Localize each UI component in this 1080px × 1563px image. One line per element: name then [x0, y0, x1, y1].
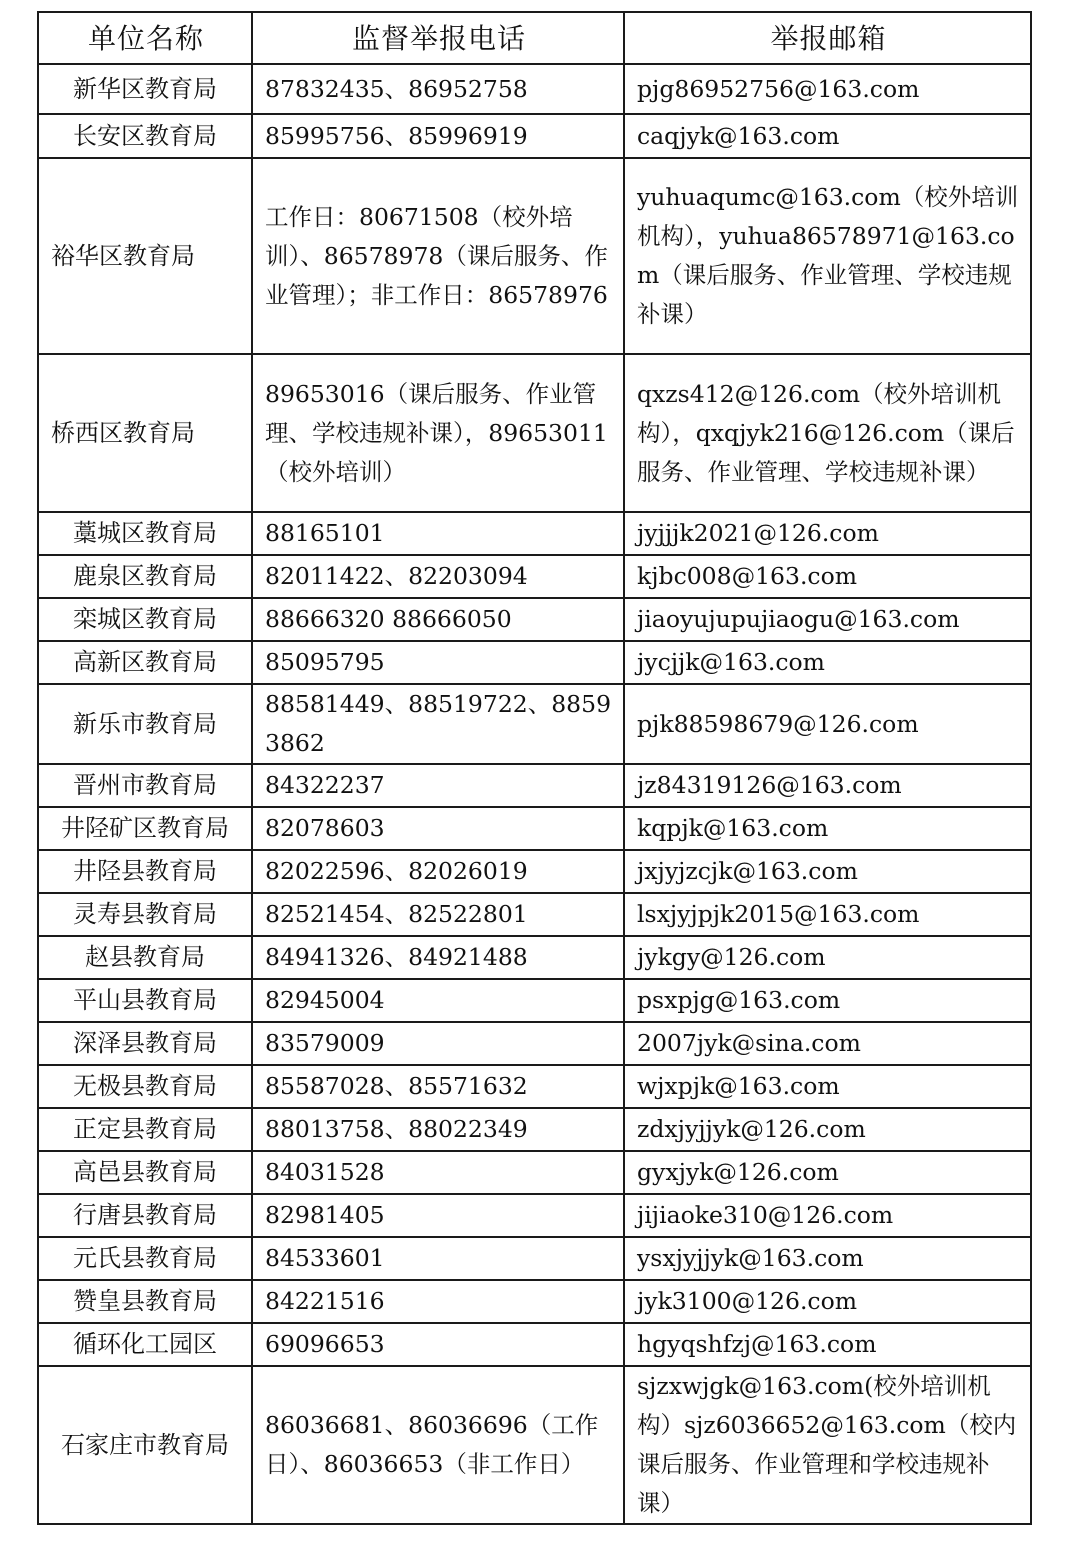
table-row	[38, 1280, 1031, 1323]
unit-cell: 赞皇县教育局	[38, 1280, 252, 1323]
phone-cell: 84322237	[252, 764, 624, 807]
unit-cell: 鹿泉区教育局	[38, 555, 252, 598]
table-row	[38, 555, 1031, 598]
unit-cell: 晋州市教育局	[38, 764, 252, 807]
unit-cell: 正定县教育局	[38, 1108, 252, 1151]
table-row	[38, 764, 1031, 807]
unit-cell: 井陉县教育局	[38, 850, 252, 893]
table-row	[38, 114, 1031, 158]
email-cell: 2007jyk@sina.com	[624, 1022, 1031, 1065]
table-row	[38, 64, 1031, 114]
header-email: 举报邮箱	[624, 12, 1031, 64]
phone-cell: 84941326、84921488	[252, 936, 624, 979]
phone-cell: 83579009	[252, 1022, 624, 1065]
unit-cell: 平山县教育局	[38, 979, 252, 1022]
email-cell: pjk88598679@126.com	[624, 684, 1031, 764]
unit-cell: 石家庄市教育局	[38, 1366, 252, 1524]
email-cell: jxjyjzcjk@163.com	[624, 850, 1031, 893]
phone-cell: 88666320 88666050	[252, 598, 624, 641]
phone-cell: 82011422、82203094	[252, 555, 624, 598]
phone-cell: 89653016（课后服务、作业管理、学校违规补课），89653011（校外培训）	[252, 354, 624, 512]
table-row	[38, 641, 1031, 684]
phone-cell: 84031528	[252, 1151, 624, 1194]
table-row	[38, 158, 1031, 354]
unit-cell: 高邑县教育局	[38, 1151, 252, 1194]
unit-cell: 赵县教育局	[38, 936, 252, 979]
phone-cell: 82078603	[252, 807, 624, 850]
email-cell: jijiaoke310@126.com	[624, 1194, 1031, 1237]
email-cell: caqjyk@163.com	[624, 114, 1031, 158]
table-row	[38, 684, 1031, 764]
header-unit: 单位名称	[38, 12, 252, 64]
phone-cell: 86036681、86036696（工作日）、86036653（非工作日）	[252, 1366, 624, 1524]
email-cell: jiaoyujupujiaogu@163.com	[624, 598, 1031, 641]
email-cell: hgyqshfzj@163.com	[624, 1323, 1031, 1366]
unit-cell: 循环化工园区	[38, 1323, 252, 1366]
email-cell: lsxjyjpjk2015@163.com	[624, 893, 1031, 936]
phone-cell: 82981405	[252, 1194, 624, 1237]
phone-cell: 82945004	[252, 979, 624, 1022]
table-row	[38, 1194, 1031, 1237]
table-row	[38, 979, 1031, 1022]
table-row	[38, 1022, 1031, 1065]
contacts-table	[37, 11, 1032, 1525]
email-cell: pjg86952756@163.com	[624, 64, 1031, 114]
table-row	[38, 512, 1031, 555]
unit-cell: 元氏县教育局	[38, 1237, 252, 1280]
email-cell: qxzs412@126.com（校外培训机构），qxqjyk216@126.com（课后服务、作业管理、学校违规补课）	[624, 354, 1031, 512]
phone-cell: 88581449、88519722、88593862	[252, 684, 624, 764]
unit-cell: 裕华区教育局	[38, 158, 252, 354]
phone-cell: 85095795	[252, 641, 624, 684]
email-cell: kjbc008@163.com	[624, 555, 1031, 598]
phone-cell: 87832435、86952758	[252, 64, 624, 114]
email-cell: jykgy@126.com	[624, 936, 1031, 979]
email-cell: wjxpjk@163.com	[624, 1065, 1031, 1108]
email-cell: zdxjyjjyk@126.com	[624, 1108, 1031, 1151]
phone-cell: 工作日：80671508（校外培训）、86578978（课后服务、作业管理）；非工作日：86578976	[252, 158, 624, 354]
phone-cell: 69096653	[252, 1323, 624, 1366]
email-cell: jycjjk@163.com	[624, 641, 1031, 684]
table-row	[38, 850, 1031, 893]
phone-cell: 88165101	[252, 512, 624, 555]
unit-cell: 长安区教育局	[38, 114, 252, 158]
phone-cell: 88013758、88022349	[252, 1108, 624, 1151]
phone-cell: 84533601	[252, 1237, 624, 1280]
table-row	[38, 1108, 1031, 1151]
phone-cell: 84221516	[252, 1280, 624, 1323]
email-cell: kqpjk@163.com	[624, 807, 1031, 850]
unit-cell: 深泽县教育局	[38, 1022, 252, 1065]
unit-cell: 桥西区教育局	[38, 354, 252, 512]
unit-cell: 藁城区教育局	[38, 512, 252, 555]
email-cell: psxpjg@163.com	[624, 979, 1031, 1022]
email-cell: gyxjyk@126.com	[624, 1151, 1031, 1194]
unit-cell: 井陉矿区教育局	[38, 807, 252, 850]
table-row	[38, 807, 1031, 850]
email-cell: jyjjjk2021@126.com	[624, 512, 1031, 555]
unit-cell: 高新区教育局	[38, 641, 252, 684]
unit-cell: 行唐县教育局	[38, 1194, 252, 1237]
table-row	[38, 1065, 1031, 1108]
header-phone: 监督举报电话	[252, 12, 624, 64]
table-row	[38, 1366, 1031, 1524]
email-cell: jyk3100@126.com	[624, 1280, 1031, 1323]
phone-cell: 82521454、82522801	[252, 893, 624, 936]
unit-cell: 新华区教育局	[38, 64, 252, 114]
unit-cell: 无极县教育局	[38, 1065, 252, 1108]
email-cell: jz84319126@163.com	[624, 764, 1031, 807]
table-row	[38, 598, 1031, 641]
phone-cell: 82022596、82026019	[252, 850, 624, 893]
phone-cell: 85587028、85571632	[252, 1065, 624, 1108]
email-cell: ysxjyjjyk@163.com	[624, 1237, 1031, 1280]
table-row	[38, 1237, 1031, 1280]
unit-cell: 灵寿县教育局	[38, 893, 252, 936]
table-row	[38, 1151, 1031, 1194]
phone-cell: 85995756、85996919	[252, 114, 624, 158]
table-row	[38, 936, 1031, 979]
header-row	[38, 12, 1031, 64]
table-row	[38, 1323, 1031, 1366]
unit-cell: 新乐市教育局	[38, 684, 252, 764]
table-row	[38, 354, 1031, 512]
table-row	[38, 893, 1031, 936]
email-cell: yuhuaqumc@163.com（校外培训机构），yuhua86578971@163.com（课后服务、作业管理、学校违规补课）	[624, 158, 1031, 354]
unit-cell: 栾城区教育局	[38, 598, 252, 641]
email-cell: sjzxwjgk@163.com(校外培训机构）sjz6036652@163.com（校内课后服务、作业管理和学校违规补课）	[624, 1366, 1031, 1524]
